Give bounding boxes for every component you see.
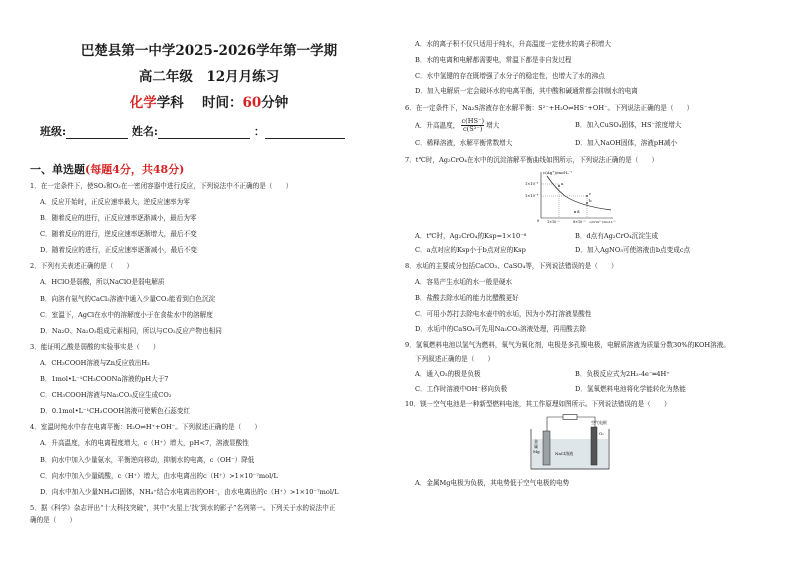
question-5-option-d[interactable]: D．加入电解质一定会破坏水的电离平衡，其中酸和碱通常都会抑制水的电离 [415, 87, 638, 96]
x-axis-label: c(CrO₄²⁻)/mol·L⁻¹ [589, 219, 616, 224]
q6-optA-post: 增大 [486, 121, 500, 130]
student-info-line [40, 123, 388, 139]
label-metal-3: Mg [533, 449, 540, 455]
question-9-options-row1 [405, 370, 775, 379]
name-blank[interactable] [158, 127, 250, 139]
x-tick-left: 1×10⁻⁵ [547, 219, 560, 224]
extra-blank[interactable] [265, 127, 345, 139]
section-score: (每题4分，共48分) [85, 163, 185, 176]
question-10-stem: 10．镁－空气电池是一种新型燃料电池，其工作原理如图所示。下列说法错误的是（ ） [405, 400, 671, 409]
label-solution: NaCl溶液 [555, 451, 574, 457]
q6-frac-num: c(HS⁻) [461, 116, 485, 125]
question-6-option-a[interactable] [415, 118, 575, 133]
question-4-option-c[interactable]: C．向水中加入少量硫酸，c（H⁺）增大，由水电离出的c（H⁺）>1×10⁻⁷mol/L [40, 471, 278, 480]
question-8-option-a[interactable]: A．容易产生水垢的水一般是硬水 [415, 277, 513, 286]
question-1-option-b[interactable]: B．随着反应的进行，正反应速率逐渐减小，最后为零 [40, 213, 197, 222]
question-6-options-row1 [405, 118, 775, 133]
class-label: 班级: [40, 125, 67, 138]
question-4-option-b[interactable]: B．向水中加入少量氨水，平衡逆向移动，抑制水的电离，c（OH⁻）降低 [40, 455, 255, 464]
mg-electrode [543, 431, 550, 465]
question-1-option-a[interactable]: A．反应开始时，正反应速率最大，逆反应速率为零 [40, 197, 190, 206]
question-4-option-d[interactable]: D．向水中加入少量NH₄Cl固体，NH₄⁺结合水电离出的OH⁻，由水电离出的c（H⁺）>1×10⁻⁷mol/L [40, 487, 339, 496]
question-8-stem: 8．水垢的主要成分包括CaCO₃、CaSO₄等，下列说法错误的是（ ） [405, 262, 618, 271]
section-heading [30, 161, 388, 177]
question-9-option-b[interactable]: B．负极反应式为2H₂-4e⁻═4H⁺ [575, 369, 670, 378]
y-tick-mid: 1×10⁻⁴ [525, 193, 539, 198]
question-6-option-c[interactable]: C．稀释溶液，水解平衡常数增大 [415, 138, 513, 147]
extra-colon: ： [253, 125, 265, 138]
question-1-option-d[interactable]: D．随着反应的进行，正反应速率逐渐减小，最后不变 [40, 246, 197, 255]
label-o2: O₂ [599, 431, 604, 437]
question-5-option-c[interactable]: C．水中氢键的存在既增强了水分子的稳定性，也增大了水的沸点 [415, 71, 605, 80]
question-8-option-d[interactable]: D．水垢中的CaSO₄可先用Na₂CO₃溶液处理，再用酸去除 [415, 325, 586, 334]
question-9-option-a[interactable]: A．通入O₂的极是负极 [415, 369, 481, 378]
question-5-stem-cont: 确的是（ ） [30, 515, 77, 524]
subject-time-label: 学科 时间： [156, 95, 243, 111]
question-7-option-a[interactable]: A．t℃时，Ag₂CrO₄的Ksp=1×10⁻⁸ [415, 231, 527, 240]
question-9-option-d[interactable]: D．氢氧燃料电池将化学能转化为热能 [575, 384, 686, 393]
question-7-options-row1 [405, 232, 775, 241]
left-column [30, 36, 388, 524]
q6-fraction [461, 118, 484, 133]
q6-optA-pre: A．升高温度， [415, 121, 460, 130]
solubility-curve [547, 176, 611, 210]
point-c-marker [586, 195, 588, 197]
point-a-label: a [561, 180, 564, 186]
question-7-option-c[interactable]: C．a点对应的Ksp小于b点对应的Ksp [415, 246, 526, 255]
point-b-label: b [589, 197, 592, 203]
label-metal-1: 金 [534, 439, 538, 445]
point-d-marker [574, 211, 576, 213]
question-3-stem: 3．能证明乙酸是弱酸的实验事实是（ ） [30, 342, 160, 351]
x-tick-right: 8×10⁻⁵ [573, 219, 586, 224]
question-3-option-d[interactable]: D．0.1mol•L⁻¹CH₃COOH溶液可使紫色石蕊变红 [40, 407, 191, 416]
question-9-stem: 9．氢氧燃料电池以氢气为燃料，氧气为氧化剂，电极是多孔镍电极，电解质溶液为质量分数30%的KOH溶液。 [405, 341, 730, 350]
question-7-stem: 7．t℃时，Ag₂CrO₄在水中的沉淀溶解平衡曲线如图所示，下列说法正确的是（ ） [405, 155, 659, 164]
question-2-option-a[interactable]: A．HClO是弱酸，所以NaClO是弱电解质 [40, 278, 165, 287]
air-electrode [591, 427, 597, 465]
question-6-option-b[interactable]: B．加入CuSO₄固体，HS⁻浓度增大 [575, 121, 682, 130]
name-label: 姓名: [131, 125, 158, 138]
question-4-stem: 4．室温时纯水中存在电离平衡：H₂O⇌H⁺+OH⁻。下列叙述正确的是（ ） [30, 423, 261, 432]
question-6-options-row2 [405, 139, 775, 148]
origin-label: 0 [537, 218, 540, 223]
question-5-option-b[interactable]: B．水的电离和电解都需要电，常温下都是非自发过程 [415, 55, 572, 64]
question-6-option-d[interactable]: D．加入NaOH固体，溶液pH减小 [575, 138, 678, 147]
right-column [405, 36, 775, 488]
point-c-label: c [589, 190, 592, 196]
ksp-curve-svg [525, 168, 617, 226]
question-1-option-c[interactable]: C．随着反应的进行，逆反应速率逐渐增大，最后不变 [40, 230, 197, 239]
question-7-option-b[interactable]: B．d点有Ag₂CrO₄沉淀生成 [575, 231, 659, 240]
question-4-option-a[interactable]: A．升高温度，水的电离程度增大，c（H⁺）增大，pH<7，溶液显酸性 [40, 439, 249, 448]
question-2-option-d[interactable]: D．Na₂O、Na₂O₂组成元素相同，所以与CO₂反应产物也相同 [40, 326, 222, 335]
question-5-option-a[interactable]: A．水的离子积不仅只适用于纯水，升高温度一定使水的离子积增大 [415, 40, 611, 48]
mg-air-cell-figure [525, 413, 775, 475]
time-unit: 分钟 [261, 95, 289, 111]
question-3-option-b[interactable]: B．1mol•L⁻¹CH₃COONa溶液的pH大于7 [40, 375, 169, 384]
question-7-options-row2 [405, 246, 775, 255]
resistor [563, 415, 577, 420]
question-7-option-d[interactable]: D．加入AgNO₃可使溶液由b点变成c点 [575, 246, 691, 255]
label-air-electrode: 空气电极 [591, 420, 607, 426]
question-2-stem: 2．下列有关表述正确的是（ ） [30, 262, 134, 271]
question-3-option-c[interactable]: C．CH₃COOH溶液与Na₂CO₃反应生成CO₂ [40, 391, 172, 400]
exam-title-school: 巴楚县第一中学2025-2026学年第一学期 [80, 43, 338, 59]
question-9-option-c[interactable]: C．工作时溶液中OH⁻移向负极 [415, 384, 508, 393]
y-tick-top: 1×10⁻³ [525, 181, 539, 186]
question-5-stem: 5．据《科学》杂志评出“十大科技突破”，其中“火星上‘找’到水的影子”名列第一。下列关于水的说法中正 [30, 503, 336, 512]
y-axis-label: c(Ag⁺)/mol·L⁻¹ [543, 169, 573, 175]
section-title: 一、单选题 [30, 163, 85, 176]
question-9-options-row2 [405, 385, 775, 394]
question-6-stem: 6．在一定条件下，Na₂S溶液存在水解平衡：S²⁻+H₂O⇌HS⁻+OH⁻。下列说法正确的是（ ） [405, 104, 694, 113]
point-d-label: d [577, 208, 580, 214]
question-8-option-c[interactable]: C．可用小苏打去除电水壶中的水垢，因为小苏打溶液显酸性 [415, 309, 592, 318]
exam-title-subject [30, 91, 388, 111]
subject-name: 化学 [129, 95, 157, 111]
q6-frac-den: c(S²⁻) [462, 124, 483, 133]
point-b-marker [586, 202, 588, 204]
question-1-stem: 1．在一定条件下，使SO₂和O₂在一密闭容器中进行反应，下列说法中不正确的是（ ） [30, 181, 293, 190]
time-value: 60 [242, 95, 262, 111]
label-metal-2: 属 [534, 444, 538, 450]
question-3-option-a[interactable]: A．CH₃COOH溶液与Zn反应放出H₂ [40, 358, 150, 367]
question-8-option-b[interactable]: B．盐酸去除水垢的能力比醋酸更好 [415, 293, 519, 302]
question-9-stem-cont: 下列叙述正确的是（ ） [415, 354, 495, 363]
question-2-option-c[interactable]: C．室温下，AgCl在水中的溶解度小于在食盐水中的溶解度 [40, 310, 213, 319]
question-2-option-b[interactable]: B．向溶有氨气的CaCl₂溶液中通入少量CO₂能看到白色沉淀 [40, 294, 216, 303]
exam-title-grade: 高二年级 12月月练习 [138, 69, 280, 85]
question-10-option-a[interactable]: A．金属Mg电极为负极，其电势低于空气电极的电势 [415, 479, 570, 488]
class-blank[interactable] [66, 127, 128, 139]
ksp-curve-figure [525, 168, 775, 230]
mg-air-cell-svg [525, 413, 615, 471]
point-a-marker [558, 185, 560, 187]
